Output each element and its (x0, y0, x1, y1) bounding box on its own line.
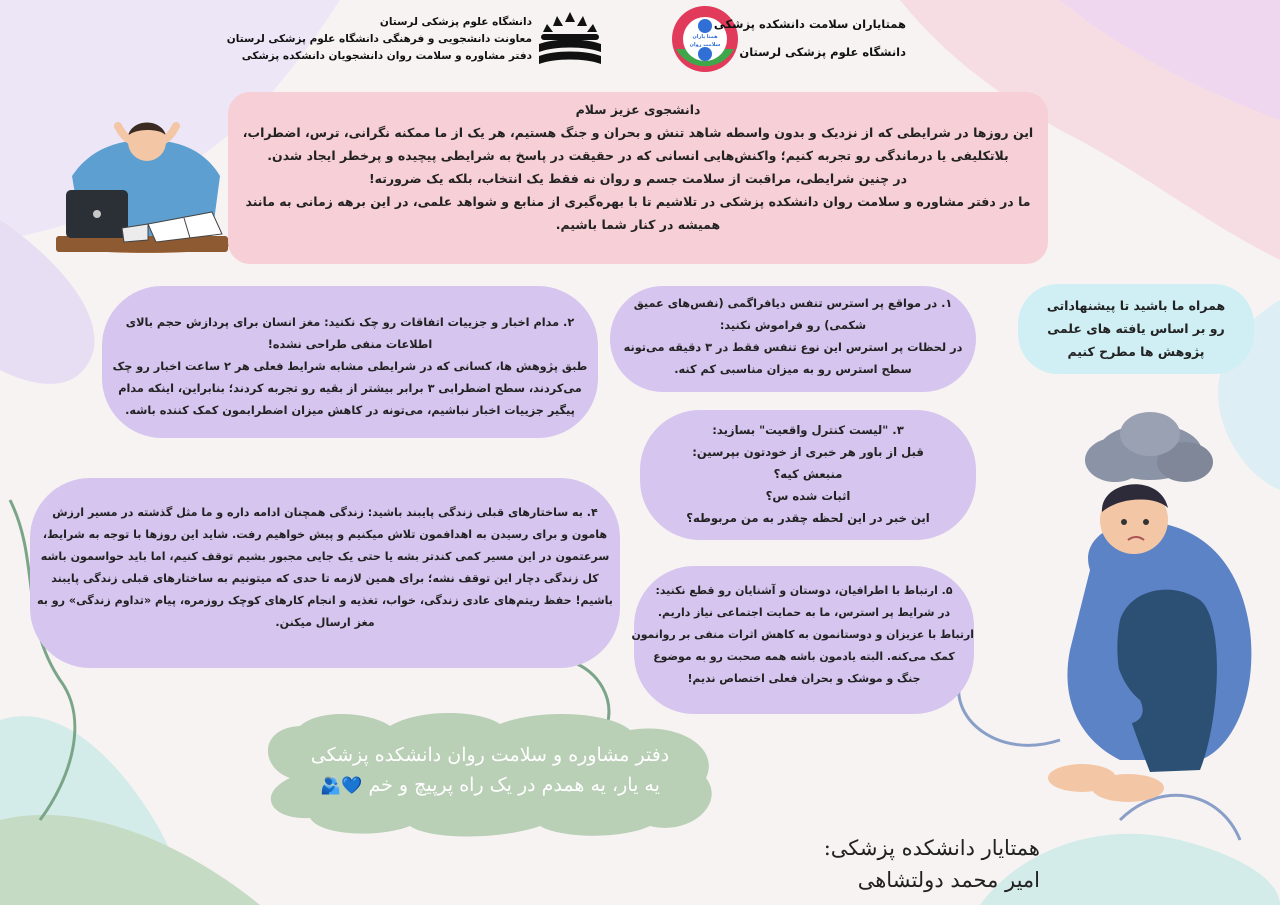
peer-helpers-logo-text (713, 14, 906, 62)
tip-line: ۴. به ساختارهای قبلی زندگی پایبند باشید: زندگی همچنان ادامه داره و ما مثل گذشته در مسیر ارزش (52, 506, 598, 519)
tip-line: ارتباط با عزیزان و دوستانمون به کاهش اثرات منفی بر روانمون (631, 628, 974, 641)
heart-hug-emoji-icon: 💙🫂 (320, 776, 363, 796)
tip-line: باشیم! حفظ ریتم‌های عادی زندگی، خواب، تغذیه و انجام کارهای کوچک روزمره، پیام «تداوم زندگی» رو به (37, 594, 613, 607)
logo-line: دانشگاه علوم پزشکی لرستان (739, 45, 906, 59)
intro-message-box (228, 92, 1048, 264)
tip-line: هامون و برای رسیدن به اهدافمون تلاش میکنیم و پیش خواهیم رفت. شاید این روزها با توجه به شرایط، (42, 528, 608, 541)
intro-line: ما در دفتر مشاوره و سلامت روان دانشکده پزشکی در تلاشیم تا با بهره‌گیری از منابع و شواهد علمی، در این برهه زمانی به مانند (245, 194, 1031, 209)
tip-line: ۱. در مواقع پر استرس تنفس دیافراگمی (نفس‌های عمیق (633, 297, 953, 310)
intro-line: این روزها در شرایطی که از نزدیک و بدون واسطه شاهد تنش و بحران و جنگ هستیم، هر یک از ما ممکنه نگرانی، ترس، اضطراب، (242, 125, 1034, 140)
intro-line: بلاتکلیفی یا درماندگی رو تجربه کنیم؛ واکنش‌هایی انسانی که در حقیقت در پاسخ به شرایطی پیچیده و پرخطر ایجاد شدن. (267, 148, 1009, 163)
follow-us-line: رو بر اساس یافته های علمی (1047, 321, 1225, 336)
tip-line: جنگ و موشک و بحران فعلی اختصاص ندیم! (687, 672, 921, 685)
tip-line: شکمی) رو فراموش نکنید: (719, 319, 867, 332)
follow-us-line: پژوهش ها مطرح کنیم (1067, 344, 1205, 359)
tip-line: کل زندگی دچار این توقف نشه؛ برای همین لازمه تا حدی که میتونیم به ساختارهای قبلی زندگی پایبند (51, 572, 599, 585)
tip-5-social-connection (631, 566, 974, 714)
tip-line: ۲. مدام اخبار و جزییات اتفاقات رو چک نکنید: مغز انسان برای پردازش حجم بالای (125, 316, 575, 329)
tip-line: طبق پژوهش ها، کسانی که در شرایطی مشابه شرایط فعلی هر ۲ ساعت اخبار رو چک (112, 360, 588, 373)
tip-line: این خبر در این لحظه چقدر به من مربوطه؟ (686, 511, 930, 525)
tip-line: در لحظات پر استرس این نوع تنفس فقط در ۳ دقیقه می‌تونه (623, 341, 963, 354)
logo-line: دانشگاه علوم پزشکی لرستان (379, 16, 532, 28)
signature-name: امیر محمد دولتشاهی (857, 868, 1040, 892)
tip-line: ۵. ارتباط با اطرافیان، دوستان و آشنایان رو قطع نکنید: (655, 584, 953, 597)
university-emblem-icon (535, 8, 605, 72)
follow-us-note (1018, 284, 1254, 374)
logo-line: همتایاران سلامت دانشکده پزشکی (713, 17, 906, 31)
intro-line: در چنین شرایطی، مراقبت از سلامت جسم و روان نه فقط یک انتخاب، بلکه یک ضرورته! (368, 171, 908, 186)
tip-line: سرعتمون در این مسیر کمی کندتر بشه یا حتی یک جایی مجبور بشیم توقف کنیم، اما باید حواسمون باشه (40, 550, 610, 563)
signature-block (740, 832, 1040, 896)
footer-cloud-text (270, 740, 710, 801)
tip-line: قبل از باور هر خبری از خودتون بپرسین: (692, 445, 924, 459)
tip-1-breathing (610, 286, 976, 392)
tip-line: در شرایط پر استرس، ما به حمایت اجتماعی نیاز داریم. (657, 606, 951, 619)
footer-cloud-line-1: دفتر مشاوره و سلامت روان دانشکده پزشکی (310, 744, 670, 766)
tip-line: پیگیر جزییات اخبار نباشیم، می‌تونه در کاهش میزان اضطرابمون کمک کننده باشه. (125, 404, 575, 417)
tip-line: اطلاعات منفی طراحی نشده! (267, 338, 433, 351)
logo-line: دفتر مشاوره و سلامت روان دانشجویان دانشکده پزشکی (241, 50, 532, 62)
footer-cloud-line-2 (270, 770, 710, 801)
tip-line: کمک می‌کنه. البته یادمون باشه همه صحبت رو به موضوع (653, 650, 955, 663)
tip-3-reality-checklist (640, 410, 976, 540)
tip-line: ۳. "لیست کنترل واقعیت" بسازید: (712, 423, 904, 437)
footer-cloud-tagline: یه یار، یه همدم در یک راه پرپیچ و خم (368, 774, 660, 796)
signature-role: همتایار دانشکده پزشکی: (823, 836, 1040, 860)
tip-line: می‌کردند، سطح اضطرابی ۳ برابر بیشتر از بقیه رو تجربه کردند؛ بنابراین، اینکه مدام (118, 382, 582, 395)
stressed-student-illustration (52, 116, 232, 258)
tip-2-news (102, 286, 598, 438)
peer-helpers-emblem-text: همتا یاران سلامت روان (689, 34, 721, 48)
tip-4-routines (30, 478, 620, 668)
tip-line: مغز ارسال میکنن. (275, 616, 375, 629)
tip-line: سطح استرس رو به میزان مناسبی کم کنه. (674, 363, 912, 376)
tip-line: اثبات شده س؟ (765, 489, 851, 503)
greeting-heading: دانشجوی عزیز سلام (575, 102, 701, 117)
sad-person-illustration (1000, 400, 1280, 820)
university-logo-block (226, 14, 532, 65)
logo-line: معاونت دانشجویی و فرهنگی دانشگاه علوم پزشکی لرستان (226, 33, 532, 45)
intro-line: همیشه در کنار شما باشیم. (555, 217, 721, 232)
tip-line: منبعش کیه؟ (773, 467, 843, 481)
university-logo-text (226, 14, 532, 65)
follow-us-line: همراه ما باشید تا پیشنهاداتی (1046, 298, 1226, 313)
